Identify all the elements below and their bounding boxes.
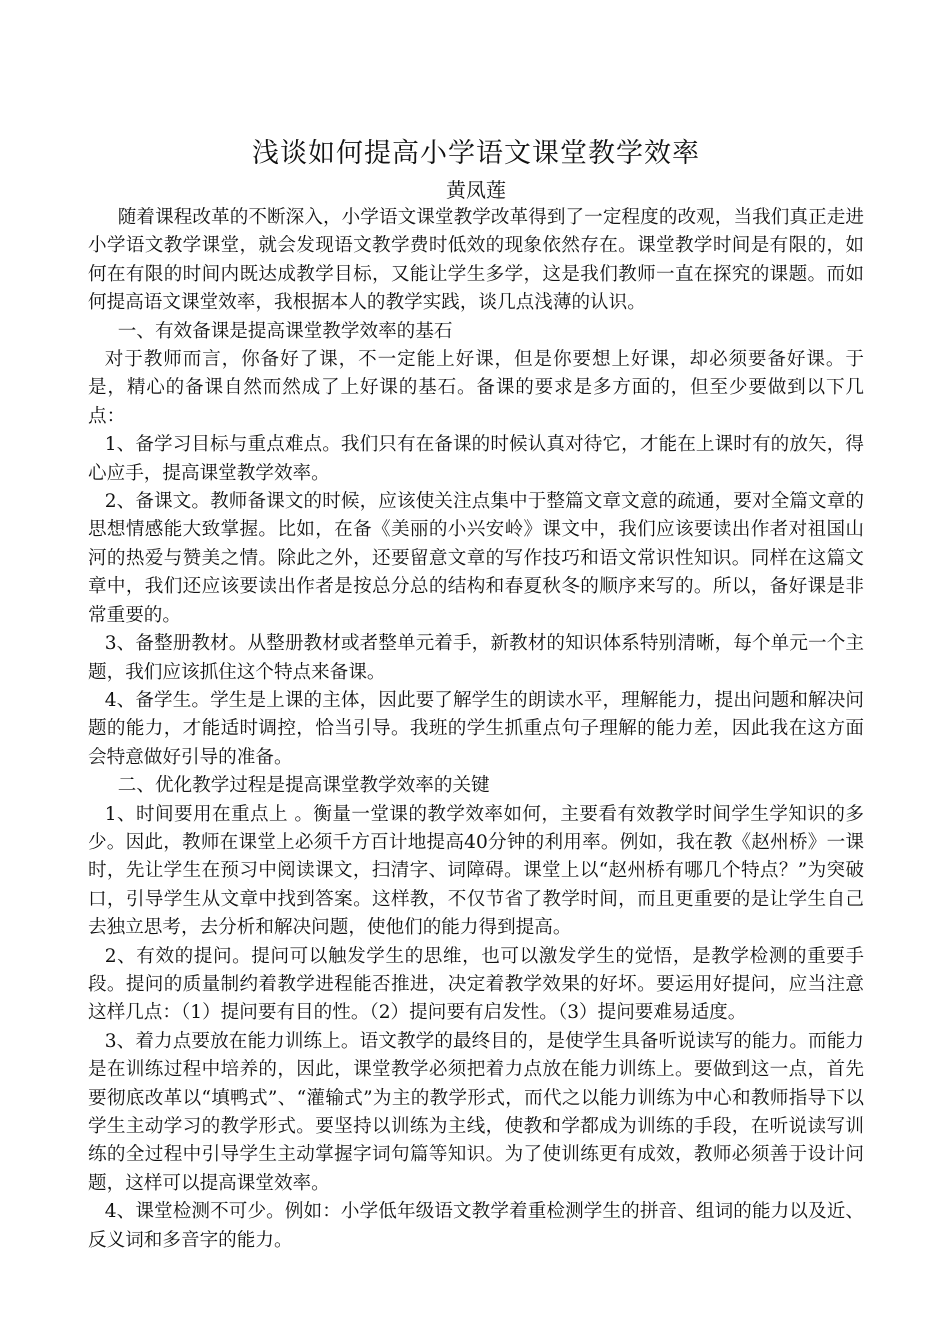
section2-item-4: 4、课堂检测不可少。例如：小学低年级语文教学着重检测学生的拼音、组词的能力以及近、反义词和多音字的能力。 [88,1201,864,1251]
intro-paragraph: 随着课程改革的不断深入，小学语文课堂教学改革得到了一定程度的改观，当我们真正走进小学语文教学课堂，就会发现语文教学费时低效的现象依然存在。课堂教学时间是有限的，如何在有限的时间内既达成教学目标，又能让学生多学，这是我们教师一直在探究的课题。而如何提高语文课堂效率，我根据本人的教学实践，谈几点浅薄的认识。 [88,207,864,314]
section-heading-1: 一、有效备课是提高课堂教学效率的基石 [117,320,453,342]
section2-item-1: 1、时间要用在重点上 。衡量一堂课的教学效率如何，主要看有效教学时间学生学知识的多少。因此，教师在课堂上必须千方百计地提高40分钟的利用率。例如，我在教《赵州桥》一课时，先让学生在预习中阅读课文，扫清字、词障碍。课堂上以“赵州桥有哪几个特点？”为突破口，引导学生从文章中找到答案。这样教，不仅节省了教学时间，而且更重要的是让学生自己去独立思考，去分析和解决问题，使他们的能力得到提高。 [88,803,864,939]
section-heading-2: 二、优化教学过程是提高课堂教学效率的关键 [117,775,490,797]
section1-item-1: 1、备学习目标与重点难点。我们只有在备课的时候认真对待它，才能在上课时有的放矢，得心应手，提高课堂教学效率。 [88,434,864,484]
section1-item-3: 3、备整册教材。从整册教材或者整单元着手，新教材的知识体系特别清晰，每个单元一个主题，我们应该抓住这个特点来备课。 [88,633,864,683]
section2-item-3: 3、着力点要放在能力训练上。语文教学的最终目的，是使学生具备听说读写的能力。而能力是在训练过程中培养的，因此，课堂教学必须把着力点放在能力训练上。要做到这一点，首先要彻底改革以“填鸭式”、“灌输式”为主的教学形式，而代之以能力训练为中心和教师指导下以学生主动学习的教学形式。要坚持以训练为主线，使教和学都成为训练的手段，在听说读写训练的全过程中引导学生主动掌握字词句篇等知识。为了使训练更有成效，教师必须善于设计问题，这样可以提高课堂效率。 [88,1030,864,1194]
section1-lead-paragraph: 对于教师而言，你备好了课，不一定能上好课，但是你要想上好课，却必须要备好课。于是，精心的备课自然而然成了上好课的基石。备课的要求是多方面的，但至少要做到以下几点： [88,349,864,427]
document-page [88,128,864,1255]
section1-item-2: 2、备课文。教师备课文的时候，应该使关注点集中于整篇文章文意的疏通，要对全篇文章的思想情感能大致掌握。比如，在备《美丽的小兴安岭》课文中，我们应该要读出作者对祖国山河的热爱与赞美之情。除此之外，还要留意文章的写作技巧和语文常识性知识。同样在这篇文章中，我们还应该要读出作者是按总分总的结构和春夏秋冬的顺序来写的。所以，备好课是非常重要的。 [88,491,864,626]
section2-item-2: 2、有效的提问。提问可以触发学生的思维，也可以激发学生的觉悟，是教学检测的重要手段。提问的质量制约着教学进程能否推进，决定着教学效果的好坏。要运用好提问，应当注意这样几点：（1）提问要有目的性。（2）提问要有启发性。（3）提问要难易适度。 [88,945,864,1024]
section1-item-4: 4、备学生。学生是上课的主体，因此要了解学生的朗读水平，理解能力，提出问题和解决问题的能力，才能适时调控，恰当引导。我班的学生抓重点句子理解的能力差，因此我在这方面会特意做好引导的准备。 [88,689,864,768]
document-author: 黄凤莲 [446,178,506,202]
document-title: 浅谈如何提高小学语文课堂教学效率 [252,138,700,169]
